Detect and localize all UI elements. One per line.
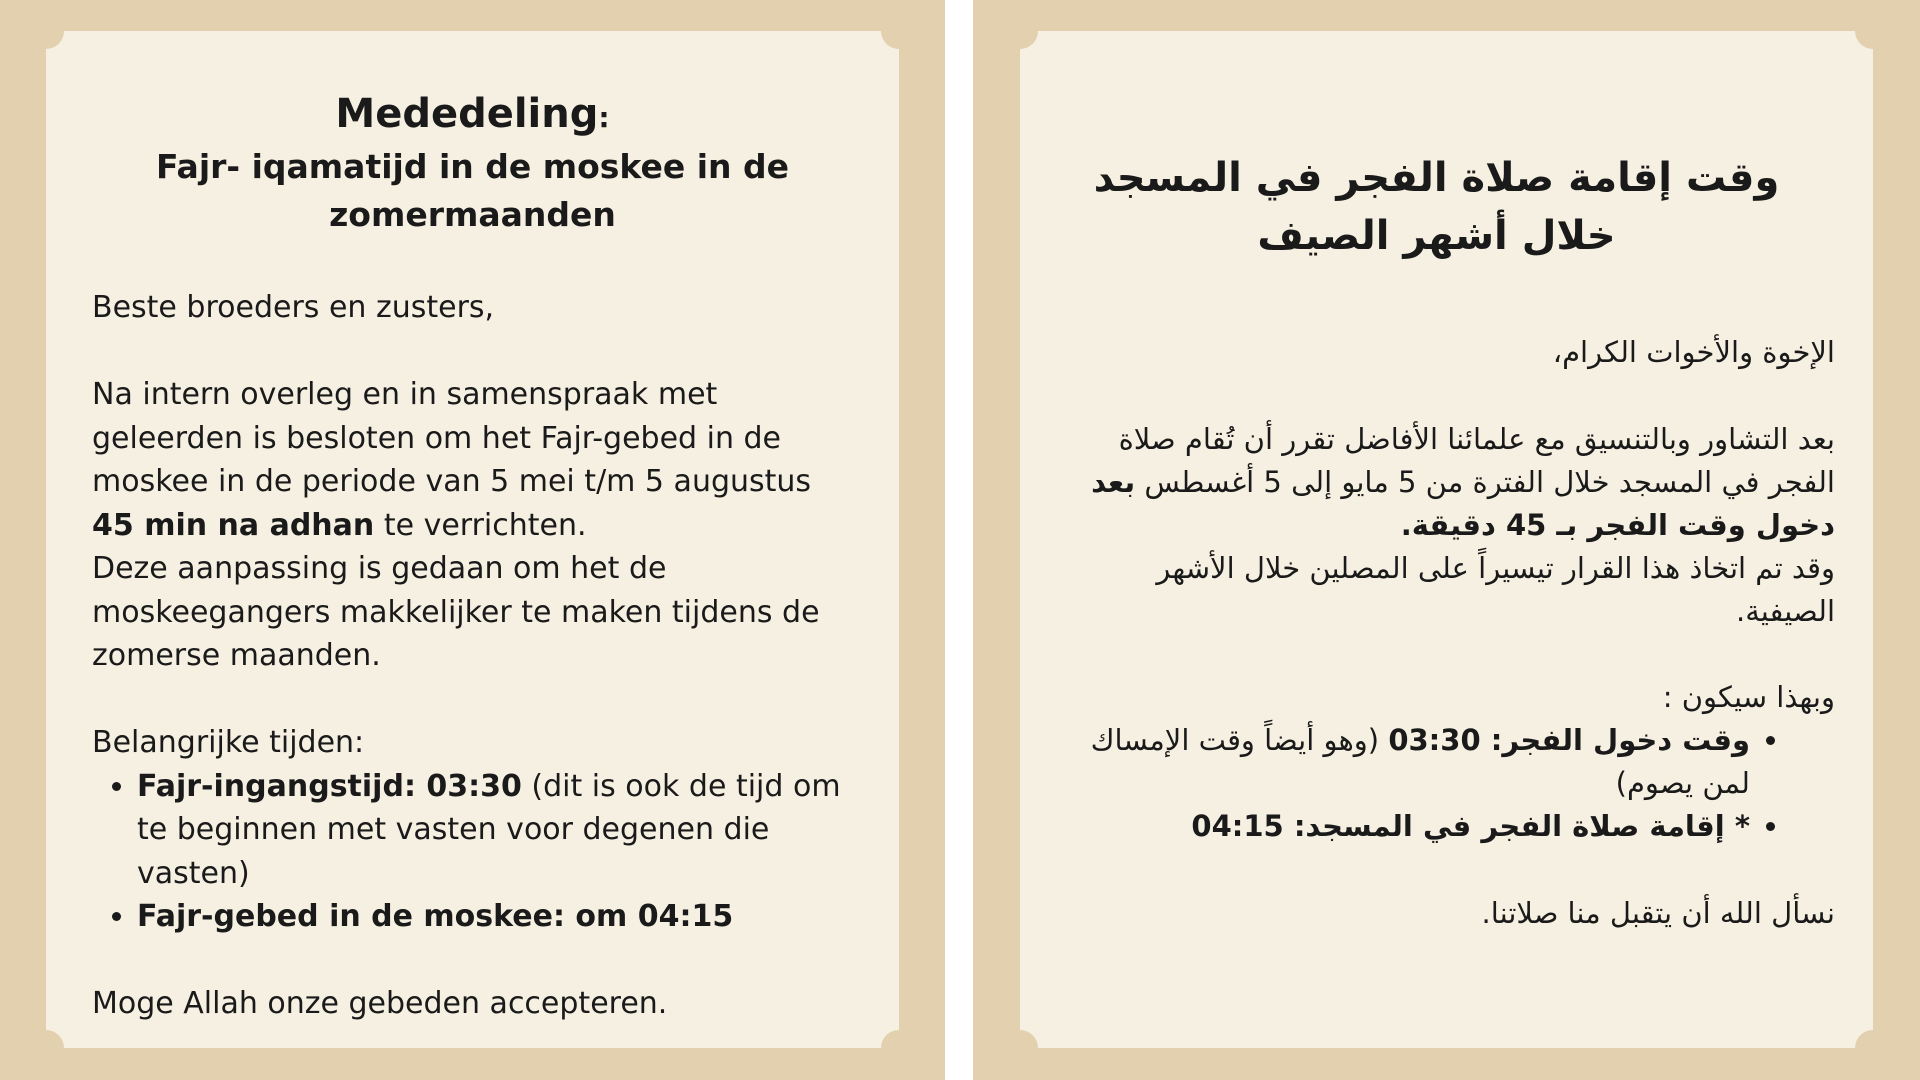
dutch-times-heading: Belangrijke tijden: bbox=[92, 725, 365, 760]
arabic-times-list bbox=[1050, 719, 1835, 848]
dutch-paragraph-2: Deze aanpassing is gedaan om het de moskeegangers makkelijker te maken tijdens de zomerse maanden. bbox=[92, 551, 820, 673]
card-corner bbox=[1855, 13, 1891, 49]
dutch-panel bbox=[0, 0, 945, 1080]
card-corner bbox=[28, 13, 64, 49]
arabic-paragraph-2: وقد تم اتخاذ هذا القرار تيسيراً على المصلين خلال الأشهر الصيفية. bbox=[1156, 550, 1835, 628]
dutch-paragraph-1: Na intern overleg en in samenspraak met geleerden is besloten om het Fajr-gebed in de moskee in de periode van 5 mei t/m 5 augustus 45 min na adhan te verrichten. bbox=[92, 377, 812, 543]
dutch-title: Mededeling: bbox=[335, 91, 610, 137]
arabic-card bbox=[1020, 31, 1873, 1048]
dutch-body bbox=[92, 286, 859, 1026]
panel-divider bbox=[945, 0, 973, 1080]
arabic-panel bbox=[973, 0, 1920, 1080]
dutch-closing: Moge Allah onze gebeden accepteren. bbox=[92, 986, 668, 1021]
dutch-subtitle: Fajr- iqamatijd in de moskee in de zomermaanden bbox=[155, 147, 790, 234]
list-item: • Fajr-ingangstijd: 03:30 (dit is ook de tijd om te beginnen met vasten voor degenen die vasten) bbox=[137, 765, 859, 896]
dutch-times-list bbox=[92, 765, 859, 939]
list-item: • * إقامة صلاة الفجر في المسجد: 04:15 bbox=[1050, 805, 1750, 848]
arabic-paragraph-1: بعد التشاور وبالتنسيق مع علمائنا الأفاضل تقرر أن تُقام صلاة الفجر في المسجد خلال الفترة من 5 مايو إلى 5 أغسطس بعد دخول وقت الفجر بـ 45 دقيقة. bbox=[1091, 421, 1835, 542]
arabic-body bbox=[1050, 331, 1835, 935]
list-item: • Fajr-gebed in de moskee: om 04:15 bbox=[137, 895, 859, 939]
arabic-greeting: الإخوة والأخوات الكرام، bbox=[1552, 335, 1835, 369]
arabic-title: وقت إقامة صلاة الفجر في المسجد خلال أشهر الصيف bbox=[1093, 155, 1780, 259]
arabic-closing: نسأل الله أن يتقبل منا صلاتنا. bbox=[1481, 895, 1835, 930]
card-corner bbox=[1002, 1030, 1038, 1066]
list-item: • وقت دخول الفجر: 03:30 (وهو أيضاً وقت الإمساك لمن يصوم) bbox=[1050, 719, 1750, 805]
card-corner bbox=[881, 1030, 917, 1066]
card-corner bbox=[881, 13, 917, 49]
card-corner bbox=[1855, 1030, 1891, 1066]
dutch-card bbox=[46, 31, 899, 1048]
card-corner bbox=[1002, 13, 1038, 49]
card-corner bbox=[28, 1030, 64, 1066]
arabic-times-heading: وبهذا سيكون : bbox=[1662, 680, 1835, 714]
dutch-greeting: Beste broeders en zusters, bbox=[92, 290, 495, 325]
